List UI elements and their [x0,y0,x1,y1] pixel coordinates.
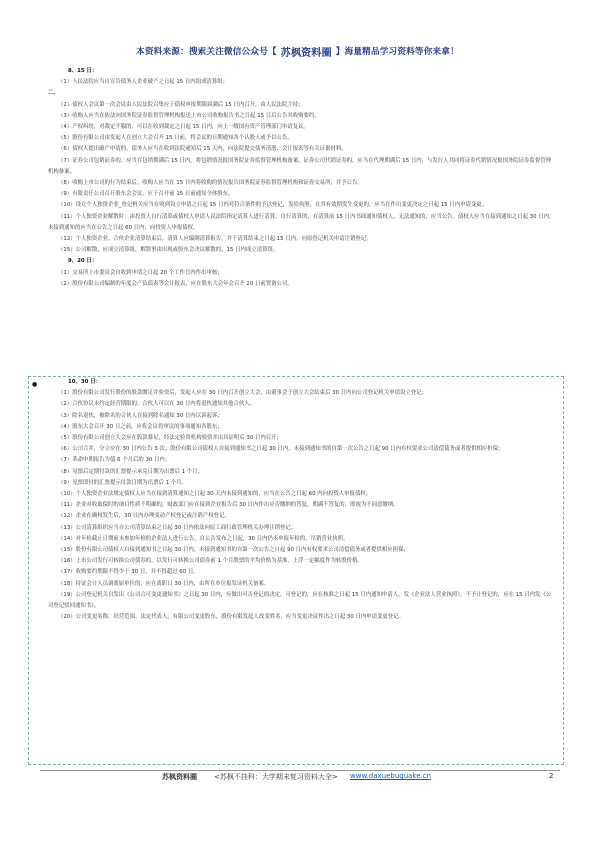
top-item-list [48,100,556,257]
list-item: （13）公司清算组织应当自公司清算结束之日起 30 日内依法向原工商行政管理机关办理注销登记； [58,524,297,531]
list-item: （2）合伙协议未约定经营期限的，合伙人可以在 30 日内将退伙通知其他合伙人。 [58,401,255,408]
box-item-list [48,388,556,623]
twenty-day-list [48,268,556,290]
list-item: （20）公司变更名称、经营范围、法定代表人，有限公司变更股东，股份有限发起人改变姓名，应当变更决议作出之日起 30 日内申请变更登记。 [58,614,404,621]
footer-brand: 苏枫资料圈 [162,773,197,781]
bullet-icon: ● [32,381,38,388]
promo-banner [0,40,595,62]
footer-link[interactable]: www.daxuebuguake.cn [350,772,432,780]
list-item: （5）股份有限公司由发起人在创立大会召开 15 日前，将会议的日期通知各个认股人或予以公告。 [58,135,293,142]
list-item: （9）有限责任公司召开股东会会议，应于召开前 15 日前通知全体股东。 [58,191,234,198]
list-item: （15）公司解散，应成立清算组，解散事由出现或股东会决议解散的，15 日内成立清算组。 [58,247,279,254]
list-item: （6）公司合并，分立应在 30 日内公告 3 次；股份有限公司债权人自接到通知书之日起 30 日内，未接到通知书的自第一次公告之日起 90 日内有权要求公司清偿债务或者提供相应担保； [58,446,504,453]
list-item: （3）除名退伙，被除名的合伙人在接到除名通知 30 日内以诉起诉； [58,412,223,419]
list-item: （1）股份有限公司发行股份的股款缴足并验资后，发起人应在 30 日内召开创立大会，由董事会于创立大会结束后 30 日内向公司登记机关申请设立登记； [58,390,428,397]
list-item: （4）股东大会召开 30 日之前，应将会议将审议的事项通知各股东； [58,423,223,430]
list-item: （12）个人独资企业，合伙企业清算结束后，清算人应编制清算报告，并于清算结束之日起 15 日内，向原登记机关申请注销登记。 [58,236,372,243]
page-number: 2 [549,772,554,780]
list-item: （1）人民法院应当自宣告债务人企业破产之日起 15 日内组成清算组； [58,79,229,86]
list-item: （12）企业在确权发生后，30 日内办理变动产权登记或注销产权登记。 [58,513,230,520]
list-item: （17）收购要约期限不得少于 30 日，并不得超过 60 日。 [58,569,199,576]
footer-tagline: <苏枫不挂科：大学期末复习资料大全> [214,773,338,781]
list-item: （8）见票后定期付款的汇票提示承兑日期为出票后 1 个月； [58,468,204,475]
section-heading-two: 二、 [48,90,59,97]
list-item: （19）公司登记机关自发出《公司合可变更通知书》之日起 30 日内，应做出可否登记的决定，可登记的，应在核准之日起 15 日内通知申请人，发《企业法人营业执照》，不予计登记的，应在 15 日内发《公司登记驳回通知书》。 [48,591,552,610]
list-item: （6）债权人提出破产申请的，债务人应当在收到法院通知后 15 天内，向法院提交债务清册、会计报表等有关证据材料。 [58,146,347,153]
footer-divider [40,770,560,771]
section-heading-30-days: 10、30 日： [68,379,102,385]
banner-suffix: 】海量精品学习资料等你来拿！ [335,47,459,57]
box-section [48,377,556,623]
list-item: （7）证券公司包销证券的，应当在包销期满后 15 日内，将包销情况报国务院证券监督管理机构备案。证券公司代销证券的，应当在代理期满后 15 日内，与发行人共同将证券代销情况报国务院证券监督管理机构备案。 [48,157,551,175]
page-footer [0,772,595,786]
brand-logo: 苏枫资料圈 [280,47,332,59]
list-item: （11）个人独资企业解散时：由投资人自行清算或债权人申请人民法院指定清算人进行清算。自行清算的，在清算前 15 日内书面通知债权人，无法通知的，应当公告。债权人应当在接到通知之日起 30 日内，未接到通知的应当在公告之日起 60 日内，向投资人申报债权。 [48,213,555,231]
section-heading-20-days: 9、20 日： [68,258,98,265]
list-item: （18）持证会计人员调离原单位的，应在离职日 30 日内，由所在单位报发证机关备案。 [58,580,270,587]
list-item: （1）交易所上市委员会自收到申请之日起 20 个工作日内作出审核； [58,269,223,276]
list-item: （9）见票即付的汇票提示付款日期为出票后 1 个月。 [58,479,187,486]
list-item: （3）收购人应当在依法向国务院证券监督管理机构报送上市公司收购报告书之日起 15 日后公告其收购要约。 [58,112,320,119]
list-item: （10）设立个人独资企业_登记机关应当在收到设立申请之日起 15 日内对符合条件的予以登记，发给执照，在其有效期发生变更的，应当在作出变更决定之日起 15 日内申请变更。 [58,202,488,209]
list-item: （14）对年检截止日期前未参加年检的企业法人进行公告，自公告发布之日起，30 日内仍未申报年检的，吊销营业执照。 [58,535,349,542]
section-heading-15-days: 8、15 日： [68,68,98,74]
list-item: （11）企业对收取保时的项目性质不明确的，财政部门应在接到企业报告后 30 日内作出应否缴纳的答复，期满不答复的，即视为不同意缴纳。 [58,502,399,509]
list-item: （2）债权人会议第一次会议由人民法院召集应于债权申报期限届满后 15 日内召开，由人民法院主持； [58,101,304,108]
list-item: （16）上市公司发行可转换公司债券的，以发行可转换公司债券前 1 个月股票的平均价格为基准，上浮一定幅度作为转股价格。 [58,558,363,565]
list-item: （5）股份有限公司创立大会应在股款募足，经法定验资机构验资并出具证明后 30 日内召开； [58,435,282,442]
list-item: （10）个人独资企业法规定债权人应当在接到清算通知之日起 30 天内未接到通知的，应当在公告之日起 60 内向投资人申报债权； [58,491,372,498]
list-item: （15）股份有限公司债权人自接到通知书之日起 30 日内，未接到通知书的自第一次公告之日起 90 日内有权要求公司清偿债务或者提供相应担保； [58,547,409,554]
list-item: （4）产权纠纷，对裁定不服的，可以在收到裁定之日起 15 日内，向上一级国有资产管理部门申请复议。 [58,124,309,131]
list-item: （8）收购上市公司的行为结束后，收购人应当在 15 日内将收购的情况报告国务院证券监督管理机构和证券交易所，并予公告。 [58,180,363,187]
list-item: （2）股份有限公司编制的年度会产负债表等会计报表，应在股东大会年会召开 20 日前置备公司。 [58,280,293,287]
banner-prefix: 本资料来源：搜索关注微信公众号【 [136,47,277,57]
top-section [48,66,556,290]
list-item: （7）革命申期报告为债 6 个月后的 30 日内； [58,457,171,464]
